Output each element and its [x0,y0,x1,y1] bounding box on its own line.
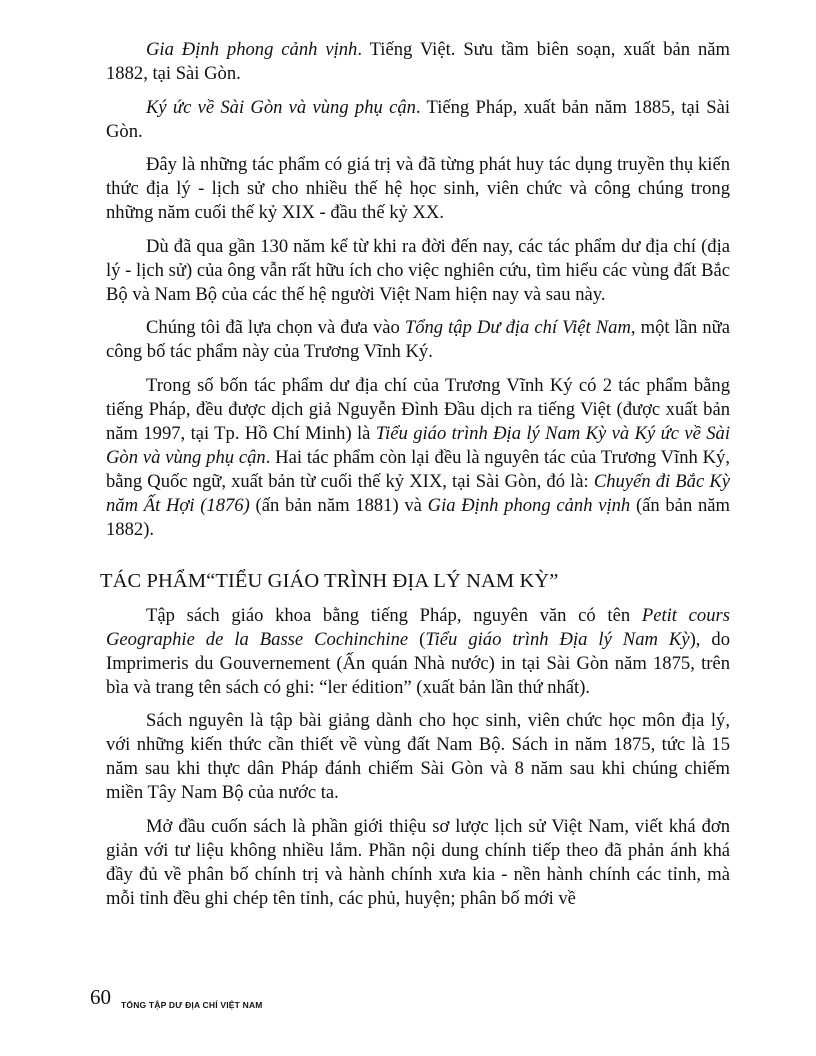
paragraph [106,235,730,307]
body-text: . Tiếng Pháp, xuất bản năm 1885, tại Sài Gòn. [106,96,730,142]
italic-title-text: Ký ức về Sài Gòn và vùng phụ cận [146,96,416,118]
body-text: Đây là những tác phẩm có giá trị và đã từng phát huy tác dụng truyền thụ kiến thức địa lý - lịch sử cho nhiều thế hệ học sinh, viên chức và công chúng trong những năm cuối thế kỷ XIX - đầu thế kỷ XX. [106,154,730,223]
body-text: (ấn bản năm 1881) và [249,494,428,516]
section-heading: TÁC PHẨM“TIỂU GIÁO TRÌNH ĐỊA LÝ NAM KỲ” [100,569,559,592]
body-text: . Hai tác phẩm còn lại đều là nguyên tác của Trương Vĩnh Ký, bằng Quốc ngữ, xuất bản từ cuối thế kỷ XIX, tại Sài Gòn, đó là: [106,446,730,492]
body-text: (ấn bản năm 1882). [106,494,730,540]
body-text: Trong số bốn tác phẩm dư địa chí của Trương Vĩnh Ký có 2 tác phẩm bằng tiếng Pháp, đều được dịch giả Nguyễn Đình Đầu dịch ra tiếng Việt (được xuất bản năm 1997, tại Tp. Hồ Chí Minh) là [106,374,730,444]
paragraph [106,815,730,911]
body-text: ), do Imprimeris du Gouvernement (Ấn quán Nhà nước) in tại Sài Gòn năm 1875, trên bìa và trang tên sách có ghi: “ler édition” (xuất bản lần thứ nhất). [106,628,730,698]
body-text: Mở đầu cuốn sách là phần giới thiệu sơ lược lịch sử Việt Nam, viết khá đơn giản với tư liệu không nhiều lắm. Phần nội dung chính tiếp theo đã phản ánh khá đầy đủ về phân bố chính trị và hành chính xưa kia - nền hành chính các tỉnh, mà mỗi tỉnh đều ghi chép tên tỉnh, các phủ, huyện; phân bố mới về [106,815,730,909]
body-text: Chúng tôi đã lựa chọn và đưa vào [146,317,405,338]
italic-title-text: Gia Định phong cảnh vịnh [146,39,358,60]
body-text: ( [408,628,426,650]
italic-title-text: Gia Định phong cảnh vịnh [427,494,631,516]
section-paragraphs [106,604,730,911]
page-body [100,38,730,920]
italic-title-text: Tiểu giáo trình Địa lý Nam Kỳ và Ký ức về Sài Gòn và vùng phụ cận [106,422,730,468]
body-text: , một lần nữa công bố tác phẩm này của Trương Vĩnh Ký. [106,317,730,362]
paragraph [106,604,730,700]
body-text: Tập sách giáo khoa bằng tiếng Pháp, nguyên văn có tên [146,604,642,626]
running-title: TỔNG TẬP DƯ ĐỊA CHÍ VIỆT NAM [121,1000,263,1010]
body-text: Sách nguyên là tập bài giảng dành cho học sinh, viên chức học môn địa lý, với những kiến thức cần thiết về vùng đất Nam Bộ. Sách in năm 1875, tức là 15 năm sau khi thực dân Pháp đánh chiếm Sài Gòn và 8 năm sau khi chúng chiếm miền Tây Nam Bộ của nước ta. [106,710,730,803]
paragraph [106,374,730,542]
paragraph [106,38,730,86]
page-number: 60 [90,985,111,1009]
body-text: Dù đã qua gần 130 năm kể từ khi ra đời đến nay, các tác phẩm dư địa chí (địa lý - lịch sử) của ông vẫn rất hữu ích cho việc nghiên cứu, tìm hiểu các vùng đất Bắc Bộ và Nam Bộ của các thế hệ người Việt Nam hiện nay và sau này. [106,235,730,305]
paragraph [106,316,730,364]
paragraph [106,709,730,805]
body-text: . Tiếng Việt. Sưu tầm biên soạn, xuất bản năm 1882, tại Sài Gòn. [106,39,730,84]
italic-title-text: Petit cours Geographie de la Basse Cochinchine [106,604,730,650]
paragraph [106,96,730,144]
intro-paragraphs [106,38,730,542]
italic-title-text: Chuyến đi Bắc Kỳ năm Ất Hợi (1876) [106,470,730,516]
paragraph [106,153,730,225]
page-footer [90,986,263,1008]
italic-title-text: Tổng tập Dư địa chí Việt Nam [404,317,631,338]
italic-title-text: Tiểu giáo trình Địa lý Nam Kỳ [425,628,690,650]
